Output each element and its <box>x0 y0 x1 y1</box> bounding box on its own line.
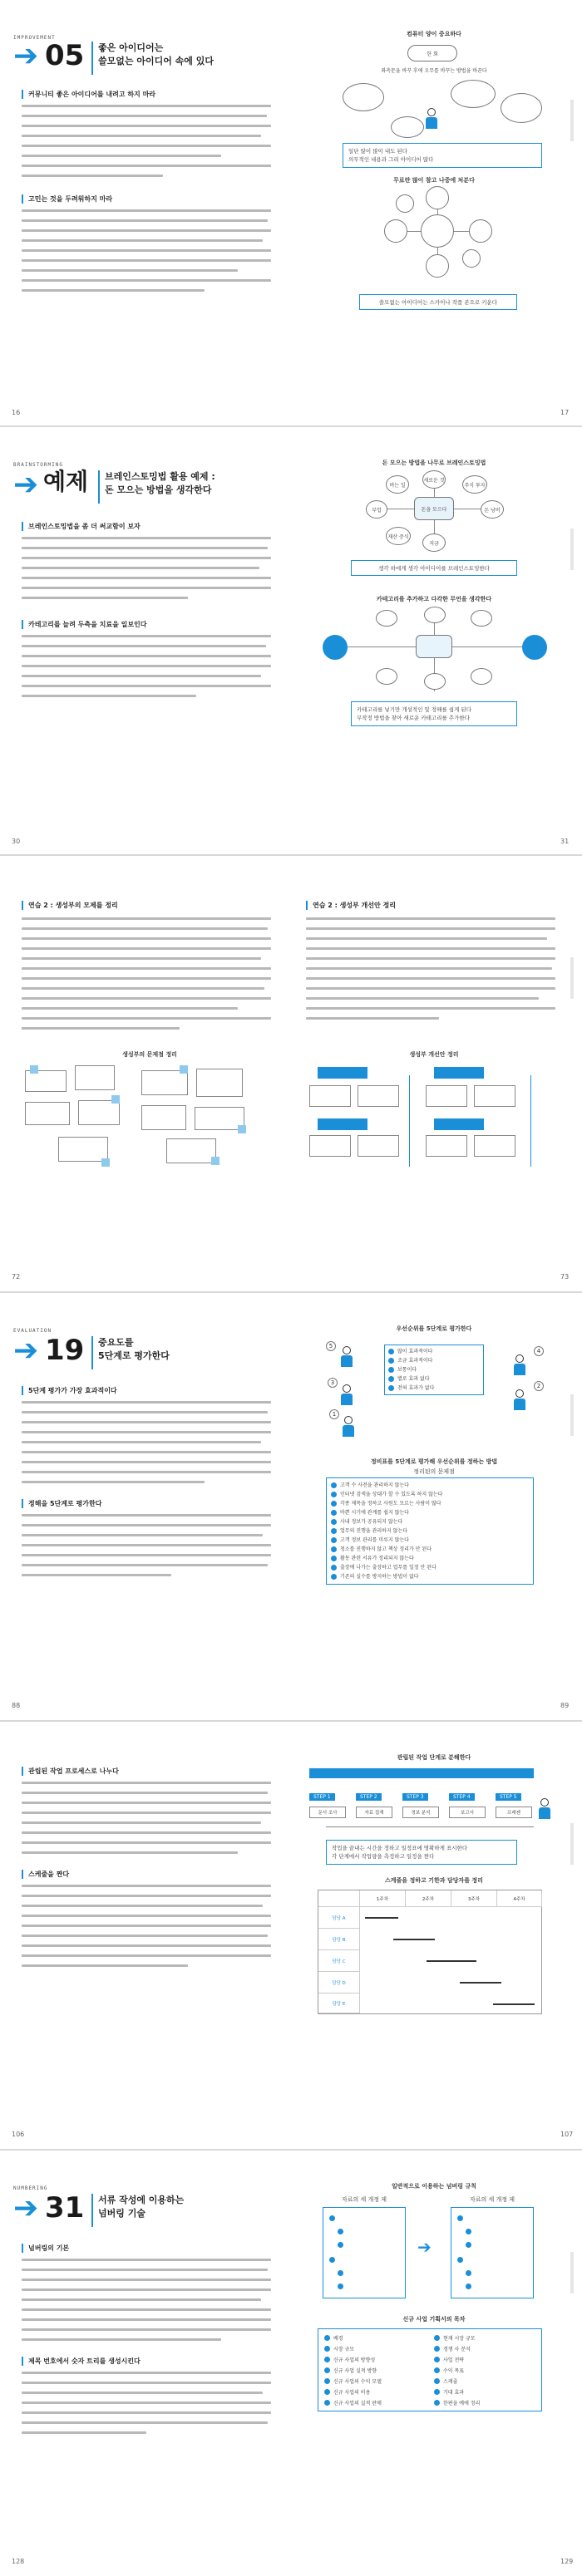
figure-1-title: 일반적으로 이용하는 넘버링 규칙 <box>392 2183 476 2190</box>
section-title: 중요도를 5단계로 평가한다 <box>91 1336 170 1369</box>
figure-1-note: 생각 하에게 생각 아이디어를 브레인스토밍한다 <box>351 560 517 576</box>
problem-card <box>141 1105 186 1130</box>
idea-node-bottom <box>426 254 449 278</box>
problem-card <box>195 1107 244 1130</box>
row-owner: 담당 B <box>318 1929 360 1950</box>
toc-item: 사업 전략 <box>434 2355 464 2364</box>
body-text-1 <box>22 917 271 1037</box>
subheading-2: 제목 번호에서 숫자 트리를 생성시킨다 <box>22 2357 141 2366</box>
problem-card <box>166 1138 216 1163</box>
section-kicker: BRAINSTORMING <box>13 462 63 468</box>
figure-1-title: 돈 모으는 방법을 나무로 브레인스토밍법 <box>382 460 486 466</box>
left-page <box>8 429 291 853</box>
thought-bubble-right <box>501 93 542 123</box>
category-node-right <box>522 635 547 660</box>
category-center <box>416 635 452 658</box>
body-text-1 <box>22 537 271 607</box>
solution-card <box>474 1085 515 1107</box>
arrow-right-icon: ➔ <box>417 2237 432 2257</box>
right-page <box>293 2152 575 2576</box>
spread-example <box>0 429 582 853</box>
toc-item: 스케줄 <box>434 2377 457 2386</box>
section-kicker: EVALUATION <box>13 1328 52 1334</box>
evaluation-table: 고객 수 사전을 관리하지 않는다 인터넷 검색을 상대가 할 수 있도록 하지 않는다 각종 제목을 정하고 사원도 모르는 사람이 많다 바쁜 시기에 관계를 쉽지 않는다 사내 정보가 공유되지 않는다 업무의 진행을 관리하지 않는다 고객 정보 관리를 미루지 않는다 청소를 진행하지 않고 책상 정리가 안 된다 활동 관련 서류가 정리되지 않는다 출장에 나가는 출장하고 업무를 일정 안 된다 기존의 실수를 방지하는 방법이 없다 <box>326 1477 534 1585</box>
problem-card <box>141 1070 188 1095</box>
subheading-1: 넘버링의 기본 <box>22 2244 69 2253</box>
figure-1-right-label: 자료의 세 개정 제 <box>469 2196 515 2203</box>
mindmap-node-5: 돈 낭비 <box>481 500 504 519</box>
body-text-1 <box>22 2259 271 2348</box>
thought-bubble-left <box>343 83 384 111</box>
right-page <box>293 1723 575 2147</box>
step-label-3: 정보 분석 <box>402 1807 439 1818</box>
schedule-bar <box>365 1917 398 1919</box>
category-node-e <box>424 673 446 690</box>
problem-card <box>196 1069 243 1097</box>
row-owner: 담당 E <box>318 1993 360 2013</box>
figure-2-note: 쓸모없는 아이디어는 스카이나 작품 본으로 키운다 <box>359 294 517 310</box>
body-text-1 <box>22 105 271 184</box>
spread-05 <box>0 0 582 424</box>
step-label-5: 프레젠 <box>496 1807 532 1818</box>
section-number: 05 <box>45 39 85 72</box>
category-node-f <box>471 668 492 685</box>
section-kicker: NUMBERING <box>13 2185 48 2191</box>
figure-2-note: 카테고리를 넣기만 개성적인 및 정해를 쉽게 된다 무작정 방법을 찾아 새로운 카테고리를 추가한다 <box>351 701 517 726</box>
body-text-2 <box>22 1885 271 1974</box>
toc-item: 신규 사업의 실적 판매 <box>324 2398 382 2407</box>
idea-node-center <box>421 214 454 248</box>
section-title: 브레인스토밍법 활용 예제 : 돈 모으는 방법을 생각한다 <box>98 470 215 504</box>
spread-72 <box>0 858 582 1290</box>
section-title: 서류 작성에 이용하는 넘버링 기술 <box>91 2194 184 2227</box>
step-label-1: 문서 조사 <box>309 1807 346 1818</box>
figure-1-left-label: 자료의 세 개정 제 <box>341 2196 387 2203</box>
score-3: 3 <box>328 1378 338 1388</box>
body-text-2 <box>22 2372 271 2441</box>
step-4: STEP 4 <box>449 1793 475 1801</box>
page-number: 129 <box>560 2558 574 2565</box>
solution-card <box>309 1135 351 1157</box>
section-kicker: IMPROVEMENT <box>13 35 56 41</box>
arrow-icon: ➔ <box>13 468 39 502</box>
person-icon <box>343 1416 354 1438</box>
mindmap-node-4: 부업 <box>366 500 387 519</box>
idea-node-tl <box>396 194 414 213</box>
idea-node-br <box>462 249 481 268</box>
thought-bubble-small <box>391 116 424 138</box>
category-node-c <box>471 610 492 627</box>
spread-106 <box>0 1723 582 2147</box>
score-1: 1 <box>329 1409 339 1419</box>
step-label-2: 자료 집계 <box>356 1807 392 1818</box>
person-icon <box>514 1389 525 1411</box>
page-number: 107 <box>560 2131 574 2138</box>
subheading-2: 스케줄을 짠다 <box>22 1870 69 1879</box>
body-text-1 <box>22 1401 271 1491</box>
mindmap-node-1: 버는 일 <box>386 475 409 494</box>
schedule-bar <box>493 2003 535 2005</box>
body-text-2 <box>22 209 271 299</box>
solution-card <box>426 1085 467 1107</box>
page-number: 106 <box>12 2131 25 2138</box>
figure-1-note: 일단 많이 많이 내도 된다 의무적인 내용과 그리 아이디어 많다 <box>343 143 542 168</box>
speech-bubble: 한 회 <box>407 45 457 61</box>
category-node-d <box>376 668 397 685</box>
figure-1-title: 우선순위를 5단계로 평가한다 <box>396 1325 472 1332</box>
mindmap-node-3: 주식 투자 <box>462 475 487 494</box>
figure-2-title: 정비표를 5단계로 평가해 우선순위를 정하는 방법 <box>370 1458 498 1465</box>
category-node-left <box>323 635 348 660</box>
arrow-icon: ➔ <box>13 39 39 73</box>
row-owner: 담당 D <box>318 1972 360 1993</box>
body-text-2 <box>22 635 271 705</box>
problem-card <box>75 1065 115 1090</box>
left-page <box>8 2152 291 2576</box>
right-page <box>293 429 575 853</box>
figure-2-title: 신규 사업 기획서의 목차 <box>402 2316 466 2323</box>
step-1: STEP 1 <box>309 1793 335 1801</box>
score-2: 2 <box>534 1381 544 1391</box>
row-owner: 담당 A <box>318 1907 360 1929</box>
solution-card <box>358 1085 399 1107</box>
schedule-bar <box>460 1982 501 1984</box>
page-number: 128 <box>12 2558 25 2565</box>
page-number: 72 <box>12 1273 21 1281</box>
thought-bubble-mid <box>451 80 496 108</box>
figure-1-note: 작업을 끝내는 시간을 정하고 일정표에 명확하게 표시한다 각 단계에서 작업량을 측정하고 일정을 짠다 <box>326 1840 517 1865</box>
figure-title: 생성부의 문제점 정리 <box>122 1051 177 1058</box>
solution-header <box>318 1067 367 1079</box>
category-node-b <box>424 607 446 623</box>
step-label-4: 보고서 <box>449 1807 486 1818</box>
figure-2-title: 카테고리를 추가하고 다각한 무언을 생각한다 <box>376 596 492 602</box>
score-4: 4 <box>534 1346 544 1356</box>
page-number: 30 <box>12 838 21 845</box>
toc-item: 신규 사업의 비용 <box>324 2387 370 2397</box>
figure-2-subtitle: 정리된의 문제점 <box>413 1468 455 1475</box>
page-number: 89 <box>560 1702 570 1709</box>
person-icon <box>426 108 437 130</box>
figure-1-caption: 좌측문을 바꾸 후에 오무를 바꾸는 방법을 바꾼다 <box>381 68 487 74</box>
step-5: STEP 5 <box>496 1793 521 1801</box>
col-week-3: 3주차 <box>451 1890 497 1907</box>
person-icon <box>514 1354 525 1376</box>
body-text-1 <box>22 1782 271 1861</box>
idea-node-top <box>426 186 449 209</box>
figure-2-title: 스케줄을 정하고 기한과 담당자를 정리 <box>385 1877 483 1884</box>
figure-1-title: 관립된 작업 단계로 분해한다 <box>397 1754 471 1761</box>
row-owner: 담당 C <box>318 1950 360 1972</box>
problem-card <box>78 1100 120 1125</box>
right-page <box>293 1295 575 1718</box>
problem-card <box>25 1102 70 1125</box>
section-number: 예제 <box>43 468 89 495</box>
task-banner <box>309 1768 534 1778</box>
toc-item: 한편을 예에 정리 <box>434 2398 480 2407</box>
solution-header <box>434 1067 484 1079</box>
score-5: 5 <box>326 1341 336 1351</box>
schedule-table <box>318 1890 542 2014</box>
toc-item: 수익 목표 <box>434 2366 464 2375</box>
toc-item: 시장 규모 <box>324 2344 354 2353</box>
subheading-2: 연습 2 : 생성부 개선안 정리 <box>306 901 396 910</box>
solution-header <box>434 1118 484 1130</box>
toc-item: 신규 사업의 방향성 <box>324 2355 375 2364</box>
page-number: 17 <box>560 409 570 416</box>
subheading-2: 고민는 것을 두려워하지 마라 <box>22 194 112 204</box>
page-number: 16 <box>12 409 21 416</box>
page-number: 73 <box>560 1273 570 1281</box>
mindmap-node-6: 재산 증식 <box>386 527 411 545</box>
left-page <box>8 0 291 424</box>
left-page <box>8 1295 291 1718</box>
col-week-1: 1주차 <box>360 1890 406 1907</box>
section-number: 31 <box>45 2191 85 2225</box>
section-number: 19 <box>45 1334 85 1367</box>
figure-1-title: 컴퓨터 양이 중요하다 <box>407 31 461 37</box>
solution-card <box>474 1135 515 1157</box>
col-week-2: 2주차 <box>406 1890 451 1907</box>
step-2: STEP 2 <box>356 1793 382 1801</box>
toc-item: 경쟁 사 분석 <box>434 2344 471 2353</box>
toc-item: 현재 시장 규모 <box>434 2333 476 2342</box>
page-number: 88 <box>12 1702 21 1709</box>
solution-header <box>318 1118 367 1130</box>
mindmap-node-2: 새로운 것 <box>422 470 446 489</box>
col-week-4: 4주차 <box>497 1890 542 1907</box>
score-scale: 많이 효과적이다 조금 효과적이다 보통이다 별로 효과 없다 전혀 효과가 없다 <box>384 1345 484 1395</box>
solution-card <box>358 1135 399 1157</box>
idea-node-left <box>384 219 407 243</box>
right-page <box>293 0 575 424</box>
schedule-bar <box>427 1960 476 1962</box>
left-page <box>8 858 291 1290</box>
schedule-bar <box>393 1939 435 1940</box>
category-node-a <box>376 610 397 627</box>
arrow-icon: ➔ <box>13 2191 39 2225</box>
spread-19 <box>0 1295 582 1718</box>
subheading-1: 커뮤니티 좋은 아이디어를 내려고 하지 마라 <box>22 90 155 99</box>
subheading-1: 연습 2 : 생성부의 모제를 정리 <box>22 901 118 910</box>
figure-2-title: 무료란 많이 참고 나중에 처분다 <box>393 177 475 184</box>
figure-title: 생성부 개선안 정리 <box>409 1051 459 1058</box>
arrow-icon: ➔ <box>13 1334 39 1368</box>
step-3: STEP 3 <box>402 1793 428 1801</box>
page-number: 31 <box>560 838 570 845</box>
toc-item: 신규 사업의 수익 모델 <box>324 2377 382 2386</box>
right-page <box>293 858 575 1290</box>
person-icon <box>341 1346 353 1368</box>
toc-item: 신규 사업 실적 방향 <box>324 2366 377 2375</box>
mindmap-node-7: 저금 <box>422 533 446 552</box>
mindmap-center: 돈을 모으다 <box>414 497 454 520</box>
person-icon <box>341 1384 353 1406</box>
subheading-1: 브레인스토밍법을 좀 더 써교함이 보자 <box>22 522 141 531</box>
subheading-2: 카테고리를 늘려 두측을 치료을 일보인다 <box>22 620 147 629</box>
left-page <box>8 1723 291 2147</box>
body-text-2 <box>306 917 555 1027</box>
body-text-2 <box>22 1514 271 1584</box>
section-title: 좋은 아이디어는 쓸모없는 아이디어 속에 있다 <box>91 42 214 75</box>
toc-item: 배경 <box>324 2333 343 2342</box>
person-icon <box>539 1798 550 1820</box>
idea-node-right <box>469 219 492 243</box>
subheading-1: 5단계 평가가 가장 효과적이다 <box>22 1386 117 1395</box>
toc-item: 기대 효과 <box>434 2387 464 2397</box>
spread-31 <box>0 2152 582 2576</box>
subheading-2: 정해을 5단계로 평가한다 <box>22 1499 101 1508</box>
subheading-1: 관립된 작업 프로세스로 나누다 <box>22 1767 119 1776</box>
problem-card <box>58 1137 108 1162</box>
solution-card <box>426 1135 467 1157</box>
solution-card <box>309 1085 351 1107</box>
